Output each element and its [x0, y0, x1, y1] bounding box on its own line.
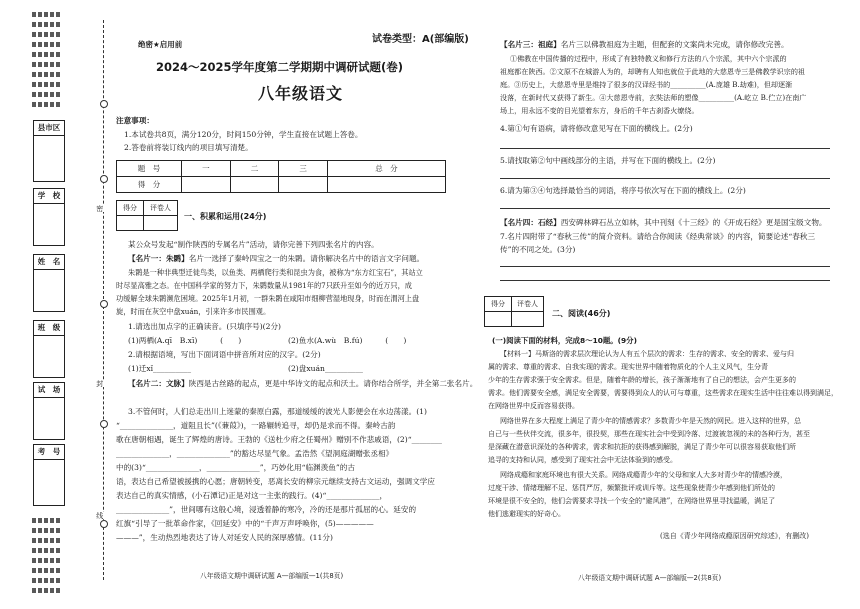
field-exam-number-box[interactable] — [33, 444, 65, 506]
binding-dot — [32, 22, 60, 27]
field-school-label: 学 校 — [34, 189, 64, 204]
binding-dot — [32, 568, 60, 573]
binding-dot — [32, 558, 60, 563]
card1-text-line: 朱鹮是一种非典型迁徙鸟类，以鱼类、两栖爬行类和昆虫为食，被称为“东方红宝石”，其站立 — [128, 268, 423, 277]
score-table-header: 一 — [182, 161, 231, 177]
grader-box-section2 — [484, 296, 544, 327]
grader-score-label: 得分 — [485, 297, 512, 312]
section1-intro: 某公众号发起“制作陕西的专属名片”活动，请你完善下列四张名片的内容。 — [128, 240, 379, 249]
question-2-blank-b[interactable]: (2)盘xuán__________ — [288, 364, 363, 373]
question-3-line[interactable]: 表达自己的真实情感，(小石潭记)正是对这一主张的践行。(4)“______________， — [116, 491, 388, 500]
score-cell[interactable] — [230, 177, 279, 193]
grader-reviewer-cell[interactable] — [512, 312, 544, 327]
card3-text-line[interactable]: 庭。③历史上，大慈恩寺里是维持了很多的汉译经书的__________(A.庞雄 B.劫难)，但却逐渐 — [500, 80, 793, 89]
binding-dot — [32, 92, 60, 97]
subject-title: 八年级语文 — [258, 84, 344, 103]
score-table-score-row — [117, 177, 446, 193]
question-1-option-b[interactable]: (2)鱼水(A.wù B.fú) ( ) — [288, 336, 407, 345]
score-table-header: 三 — [279, 161, 328, 177]
field-exam-room-box[interactable] — [33, 382, 65, 440]
cut-hole — [100, 520, 108, 528]
grader-score-cell[interactable] — [117, 216, 144, 231]
material3-line: 过度干涉、情绪理解不足、惩罚严厉，频繁批评或训斥等。这些现象使青少年感到他们所处的 — [488, 484, 775, 492]
question-3-line[interactable]: 红旗“引导了一批革命作家，《回延安》中的“千声万声呼唤你，(5)————— — [116, 519, 374, 528]
card1-text-line: 旋，时而在灰空中盘xuán，引来许多市民围观。 — [116, 307, 271, 316]
field-class-box[interactable] — [33, 320, 65, 378]
material1-line: 在网络世界中反而容易获得。 — [488, 402, 579, 410]
binding-dot — [32, 42, 60, 47]
material1-line: 属的需求、尊重的需求、自我实现的需求。现实世界中随着物质化的个人主义风气，生分青 — [488, 363, 768, 371]
grader-reviewer-label: 评卷人 — [512, 297, 544, 312]
cut-mark-seal: 密 — [95, 205, 104, 212]
binding-dot — [32, 548, 60, 553]
question-6: 6.请为第③④句选择最恰当的词语，将序号依次写在下面的横线上。(2分) — [500, 186, 746, 195]
question-1-option-a[interactable]: (1)两栖(A.qī B.xī) ( ) — [128, 336, 242, 345]
footer-left: 八年级语文期中调研试题 A—部编版—1(共8页) — [200, 572, 344, 580]
score-cell[interactable] — [327, 177, 445, 193]
score-table — [116, 160, 446, 193]
field-exam-room-label: 试 场 — [34, 383, 64, 398]
cut-hole — [100, 420, 108, 428]
question-3-line[interactable]: ———”，生动热烈地表达了诗人对延安人民的深厚感情。(11分) — [116, 533, 333, 542]
material3-line: 环境是很不安全的，他们会需要求寻找一个安全的“避风港”，在网络世界里寻找温暖，满足了 — [488, 497, 776, 505]
card3-text-line: 场上，用永远不变的目光望着东方，身后的千年古刹香火缭绕。 — [500, 106, 699, 115]
binding-dot — [32, 82, 60, 87]
grader-reviewer-label: 评卷人 — [144, 201, 178, 216]
field-class-label: 班 级 — [34, 321, 64, 336]
question-3-line[interactable]: “______________，道阻且长”(《蒹葭》)，一路辗转追寻，却仍是求而不得。秦岭古韵 — [116, 421, 396, 430]
score-row-label: 得 分 — [117, 177, 182, 193]
question-1: 1.请选出加点字的正确读音。(只填序号)(2分) — [128, 322, 282, 331]
field-name-label: 姓 名 — [34, 255, 64, 270]
notes-heading: 注意事项： — [116, 116, 154, 125]
binding-dot — [32, 528, 60, 533]
material2-line: 自己与一些伙伴交流，很多年，很投契，那些在现实社会中受到冷落、过渡被忽视的未的各种行为，甚至 — [488, 430, 810, 438]
binding-dot — [32, 32, 60, 37]
card1-intro: 名片一选择了秦岭四宝之一的朱鹮。请你解决名片中的语言文字问题。 — [188, 254, 425, 263]
binding-dot — [32, 588, 60, 593]
grader-reviewer-cell[interactable] — [144, 216, 178, 231]
material-source: (选自《青少年网络成瘾原因研究综述》，有删改) — [660, 532, 809, 540]
question-2-blank-a[interactable]: (1)迁xǐ__________ — [128, 364, 192, 373]
grader-score-label: 得分 — [117, 201, 144, 216]
question-7-line: 传”的不同之处。(3分) — [500, 245, 576, 254]
answer-line-q7[interactable] — [500, 266, 830, 267]
question-3-line: 语，表达自己希望被援携的心愿；唐朝转变，恶离长安的柳宗元继续支持古文运动，强调文学应 — [116, 477, 435, 486]
score-table-header: 总 分 — [327, 161, 445, 177]
grader-score-cell[interactable] — [485, 312, 512, 327]
answer-line-q6[interactable] — [500, 208, 830, 209]
binding-strip — [30, 8, 64, 603]
card2-intro: 陕西是古丝路的起点，更是中华诗文的起点和沃土。请你结合所学，并全第二张名片。 — [188, 379, 478, 388]
material3-line: 他们逃避现实的好奇心。 — [488, 510, 565, 518]
question-4: 4.第①句有语病，请将修改意见写在下面的横线上。(2分) — [500, 124, 693, 133]
answer-line-q4[interactable] — [500, 148, 830, 149]
binding-dot — [32, 518, 60, 523]
question-3-line[interactable]: 中的(3)“______________，______________”，巧妙化用“临渊羡鱼”的古 — [116, 463, 355, 472]
cut-hole — [100, 300, 108, 308]
material2-line: 网络世界在多大程度上满足了青少年的情感需求？多数青少年是天然的网民。进入这样的世界，总 — [500, 417, 801, 425]
question-5: 5.请找取第②句中画线部分的主语，并写在下面的横线上。(2分) — [500, 156, 716, 165]
binding-dot — [32, 62, 60, 67]
section1-title: 一、积累和运用(24分) — [184, 212, 267, 221]
score-table-header-row — [117, 161, 446, 177]
binding-dot — [32, 52, 60, 57]
answer-line-q7[interactable] — [500, 280, 830, 281]
material1-line: 需求。他们需要安全感，满足安全需要，需要得到众人的认可与尊重，这些需求在现实生活中往往难以得到满足， — [488, 389, 838, 397]
grader-box-section1 — [116, 200, 178, 231]
card4-intro: 西安碑林碑石丛立如林，其中刊刻《十三经》的《开成石经》更是国宝级文物。 — [560, 218, 827, 227]
binding-dot — [32, 578, 60, 583]
card1-text-line: 时尽显高雅之态。在中国科学家的努力下，朱鹮数量从1981年的7只跃升至如今的近万只，成 — [116, 281, 412, 290]
binding-dot — [32, 12, 60, 17]
binding-dot — [32, 102, 60, 107]
question-3-line: 3.不管何时，人们总走出川上迷蒙的秦原白露，那道缓缓的波光人影便会在水边荡漾。(1) — [128, 407, 427, 416]
card2-label: 【名片二：文脉】 — [128, 379, 189, 388]
card3-label: 【名片三：祖庭】 — [500, 40, 561, 49]
binding-dot — [32, 72, 60, 77]
card3-text-line: 祖庭都在陕西。②文原不在城游人为的，却聘有人知也就位于此地的大慈恩寺三是佛教学识宗的祖 — [500, 67, 806, 76]
score-table-header: 题 号 — [117, 161, 182, 177]
card4-label: 【名片四：石经】 — [500, 218, 561, 227]
card3-intro: 名片三以佛教祖庭为主题，但配套的文案尚未完成，请你修改完善。 — [560, 40, 789, 49]
answer-line-q5[interactable] — [500, 178, 830, 179]
field-school-box[interactable] — [33, 188, 65, 246]
card1-text-line: 功缓解全球朱鹮濒危困境。2025年1月初，一群朱鹮在咸阳市细柳营湿地现身，时而在渭河上盘 — [116, 294, 420, 303]
card3-text-line[interactable]: 没落，在新时代又获得了新生。④大慈恩寺前，玄奘法师的塑像__________(A.屹立 B.伫立)在南广 — [500, 93, 807, 102]
field-name-box[interactable] — [33, 254, 65, 312]
question-3-line[interactable]: 歌在唐朝相遇，诞生了辉煌的唐诗。王勃的《送杜少府之任蜀州》赠别不作悲戚语，(2)“________ — [116, 435, 442, 444]
material3-line: 网络成瘾和家庭环境也有很大关系。网络成瘾青少年的父母和家人大多对青少年的情感冷漠， — [500, 471, 787, 479]
note-item: 1.本试卷共8页，满分120分，时间150分钟，学生直接在试题上答卷。 — [124, 130, 363, 139]
cut-mark-line: 线 — [95, 512, 104, 519]
cut-hole — [100, 175, 108, 183]
material1-line: 【材料一】马斯洛的需求层次理论认为人有五个层次的需求：生存的需求、安全的需求、爱与归 — [500, 350, 794, 358]
binding-dot — [32, 538, 60, 543]
question-2: 2.请根据语境，写出下面词语中拼音所对应的汉字。(2分) — [128, 350, 321, 359]
field-exam-number-label: 考 号 — [34, 445, 64, 460]
score-table-header: 二 — [230, 161, 279, 177]
section2-title: 二、阅读(46分) — [552, 309, 611, 318]
card3-text-line: ①佛教在中国传播的过程中，形成了有独特教义和修行方法的八个宗派，其中六个宗派的 — [510, 54, 787, 63]
field-county-label: 县市区 — [34, 121, 64, 136]
note-item: 2.答卷前将装订线内的项目填写清楚。 — [124, 143, 253, 152]
paper-type: 试卷类型：A(部编版) — [372, 34, 469, 45]
secret-label: 绝密★启用前 — [138, 40, 183, 49]
material2-line: 追寻的支持和认同，感受到了现实社会中无法体验到的感受。 — [488, 456, 677, 464]
question-7-line: 7.名片四附带了“春秋三传”的简介资料。请给合你阅读《经典常谈》的内容，简要论述“春秋三 — [500, 232, 816, 241]
cut-hole — [100, 100, 108, 108]
cut-mark-close: 封 — [95, 380, 104, 387]
card1-label: 【名片一：朱鹮】 — [128, 254, 189, 263]
reading-title: (一)阅读下面的材料，完成8～10题。(9分) — [492, 336, 637, 345]
field-county-box[interactable] — [33, 120, 65, 182]
exam-title: 2024～2025学年度第二学期期中调研试题(卷) — [156, 60, 404, 74]
footer-right: 八年级语文期中调研试题 A—部编版—2(共8页) — [578, 574, 722, 582]
question-3-line[interactable]: ______________”，世间哪有这般心境，浸透着静的寒冷，冷的还是那片孤屈的心。延安的 — [116, 505, 417, 514]
score-cell[interactable] — [279, 177, 328, 193]
material1-line: 少年的生存需求强于安全需求。但是，随着年龄的增长，孩子渐渐地有了自己的想法，会产生更多的 — [488, 376, 796, 384]
material2-line: 是深藏在潜意识深处的各种需求，需求和抗拒的获得感到解脱，满足了青少年可以很容易获取他们所 — [488, 443, 796, 451]
score-cell[interactable] — [182, 177, 231, 193]
question-3-line[interactable]: ______________，______________”的豁达尽显气象。孟浩然《望洞庭湖赠张丞相》 — [116, 449, 394, 458]
